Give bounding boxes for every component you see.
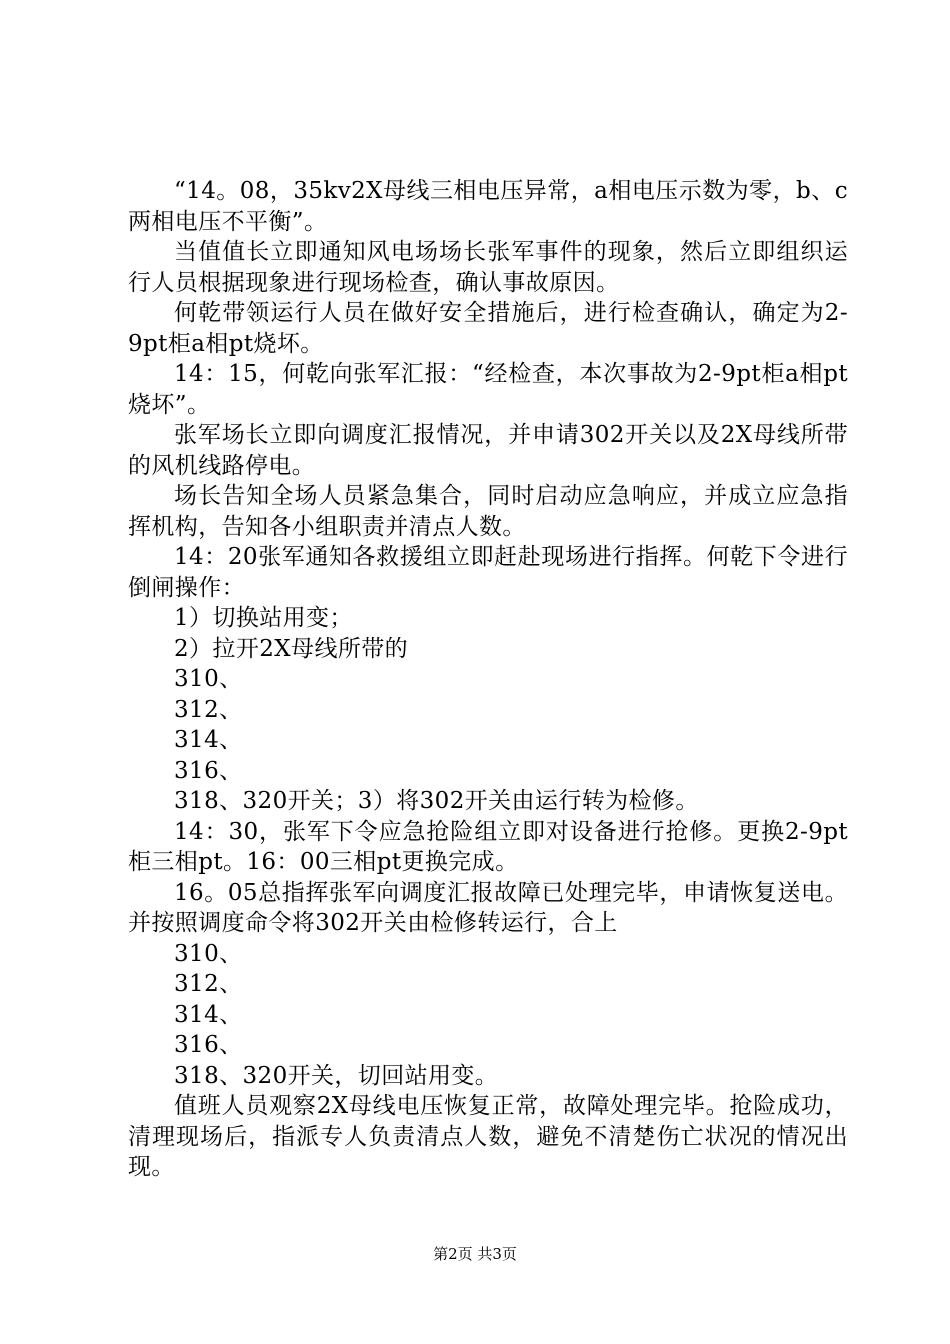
paragraph: 310、 [174,666,243,692]
paragraph: 张军场长立即向调度汇报情况，并申请302开关以及2X母线所带的风机线路停电。 [128,422,848,479]
paragraph: 314、 [174,1001,243,1028]
paragraph: 316、 [174,757,243,784]
paragraph: 310、 [174,940,243,967]
paragraph: 14：30，张军下令应急抢险组立即对设备进行抢修。更换2-9pt柜三相pt。16：00三相pt更换完成。 [128,818,848,875]
paragraph: 318、320开关，切回站用变。 [174,1062,499,1089]
page-number-label: 第2页 共3页 [433,1245,517,1263]
paragraph: 何乾带领运行人员在做好安全措施后，进行检查确认，确定为2-9pt柜a相pt烧坏。 [128,300,848,357]
paragraph: 1）切换站用变； [174,605,353,631]
paragraph: 314、 [174,727,243,753]
paragraph: 2）拉开2X母线所带的 [174,635,409,662]
document-body [128,176,848,1183]
paragraph: 312、 [174,971,243,997]
paragraph: 14：20张军通知各救援组立即赶赴现场进行指挥。何乾下令进行倒闸操作： [128,544,848,601]
paragraph: 316、 [174,1032,243,1058]
paragraph: 值班人员观察2X母线电压恢复正常，故障处理完毕。抢险成功，清理现场后，指派专人负责清点人数，避免不清楚伤亡状况的情况出现。 [128,1093,848,1180]
paragraph: 318、320开关；3）将302开关由运行转为检修。 [174,788,699,814]
paragraph: 当值值长立即通知风电场场长张军事件的现象，然后立即组织运行人员根据现象进行现场检查，确认事故原因。 [128,239,848,296]
paragraph: 312、 [174,696,243,723]
paragraph: 场长告知全场人员紧急集合，同时启动应急响应，并成立应急指挥机构，告知各小组职责并清点人数。 [128,483,848,540]
paragraph: 16。05总指挥张军向调度汇报故障已处理完毕，申请恢复送电。并按照调度命令将302开关由检修转运行，合上 [128,879,848,936]
paragraph: 14：15，何乾向张军汇报：“经检查，本次事故为2-9pt柜a相pt烧坏”。 [128,361,848,418]
page-footer [0,1244,950,1264]
paragraph: “14。08，35kv2X母线三相电压异常，a相电压示数为零，b、c两相电压不平衡”。 [128,178,848,235]
